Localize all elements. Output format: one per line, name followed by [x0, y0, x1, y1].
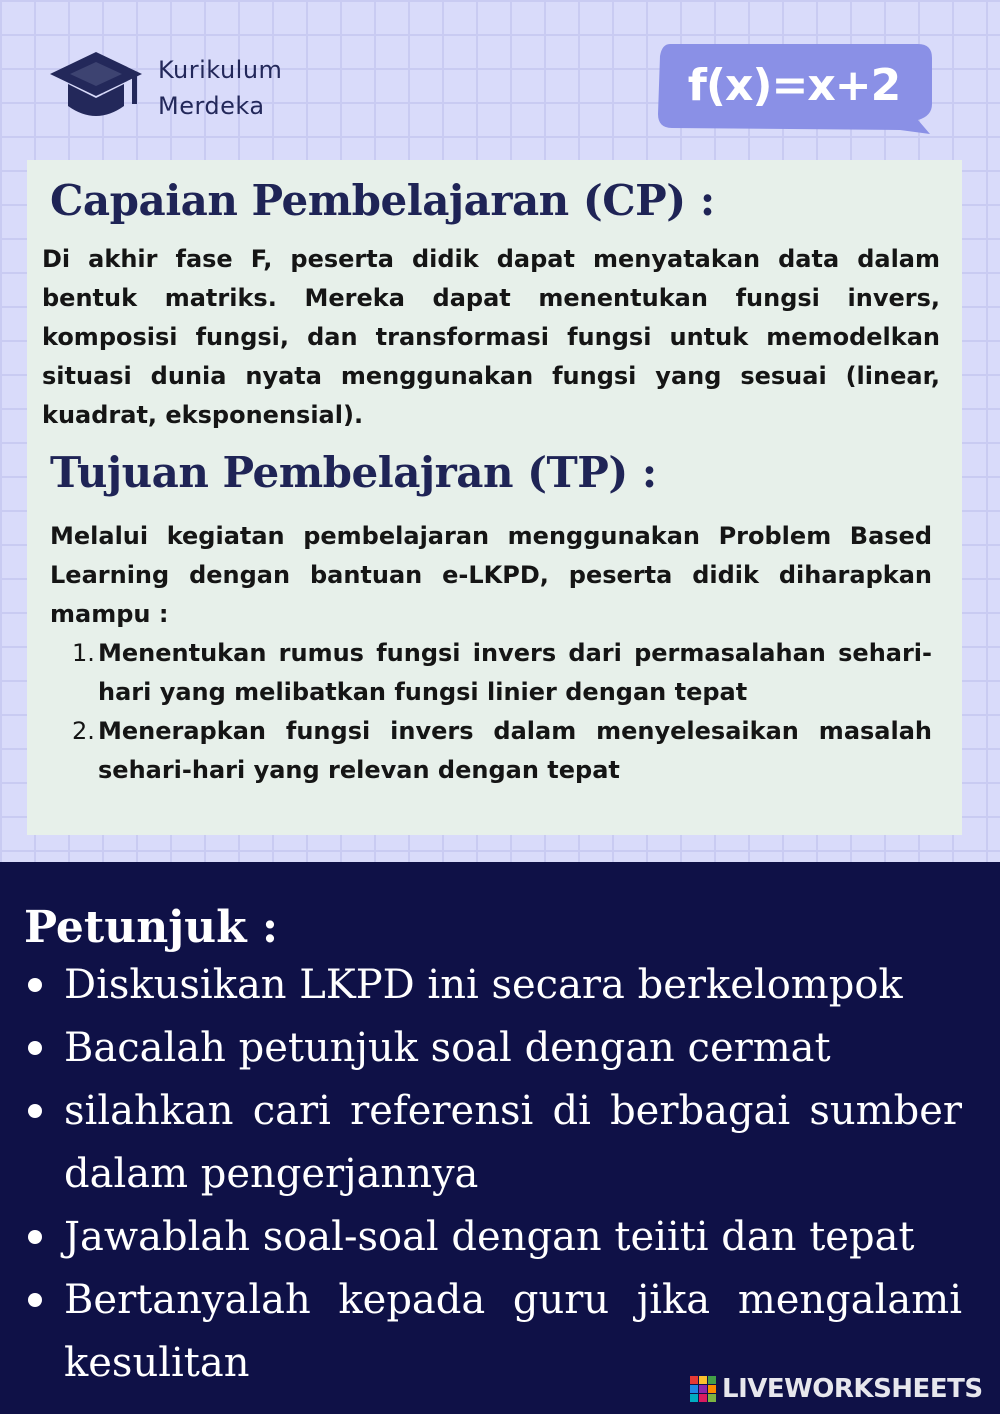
- tp-list: [66, 634, 932, 790]
- list-item-text: silahkan cari referensi di berbagai sumber dalam pengerjannya: [64, 1088, 962, 1197]
- instructions-list: [24, 954, 962, 1395]
- instructions-heading: Petunjuk :: [24, 902, 279, 953]
- bullet-icon: [28, 1104, 42, 1118]
- bullet-icon: [28, 978, 42, 992]
- watermark-text: LIVEWORKSHEETS: [722, 1374, 983, 1404]
- bullet-icon: [28, 1230, 42, 1244]
- brand-line-1: Kurikulum: [158, 56, 283, 84]
- brand-line-2: Merdeka: [158, 92, 265, 120]
- list-item: [24, 954, 962, 1017]
- list-item: [66, 712, 932, 790]
- bullet-icon: [28, 1041, 42, 1055]
- list-item-text: Bacalah petunjuk soal dengan cermat: [64, 1025, 831, 1071]
- watermark: [690, 1374, 983, 1404]
- list-item-text: Diskusikan LKPD ini secara berkelompok: [64, 962, 903, 1008]
- liveworksheets-logo-icon: [690, 1376, 716, 1402]
- cp-paragraph: Di akhir fase F, peserta didik dapat menyatakan data dalam bentuk matriks. Mereka dapat menentukan fungsi invers, komposisi fungsi, dan transformasi fungsi untuk memodelkan situasi dunia nyata menggunakan fungsi yang sesuai (linear, kuadrat, eksponensial).: [42, 245, 940, 429]
- list-item-number: 2.: [72, 717, 95, 745]
- bullet-icon: [28, 1293, 42, 1307]
- list-item-number: 1.: [72, 639, 95, 667]
- cp-heading: Capaian Pembelajaran (CP) :: [50, 176, 715, 225]
- list-item: [66, 634, 932, 712]
- list-item-text: Menentukan rumus fungsi invers dari permasalahan sehari-hari yang melibatkan fungsi linier dengan tepat: [98, 639, 932, 706]
- list-item-text: Bertanyalah kepada guru jika mengalami kesulitan: [64, 1277, 962, 1386]
- graduation-cap-icon: [48, 46, 144, 124]
- list-item-text: Menerapkan fungsi invers dalam menyelesaikan masalah sehari-hari yang relevan dengan tepat: [98, 717, 932, 784]
- tp-heading: Tujuan Pembelajran (TP) :: [50, 448, 657, 497]
- tp-intro: Melalui kegiatan pembelajaran menggunakan Problem Based Learning dengan bantuan e-LKPD, peserta didik diharapkan mampu :: [50, 522, 932, 628]
- formula-label: f(x)=x+2: [687, 59, 901, 111]
- list-item: [24, 1017, 962, 1080]
- brand-name: [158, 52, 282, 124]
- list-item: [24, 1206, 962, 1269]
- list-item-text: Jawablah soal-soal dengan teiiti dan tepat: [64, 1214, 915, 1260]
- list-item: [24, 1080, 962, 1206]
